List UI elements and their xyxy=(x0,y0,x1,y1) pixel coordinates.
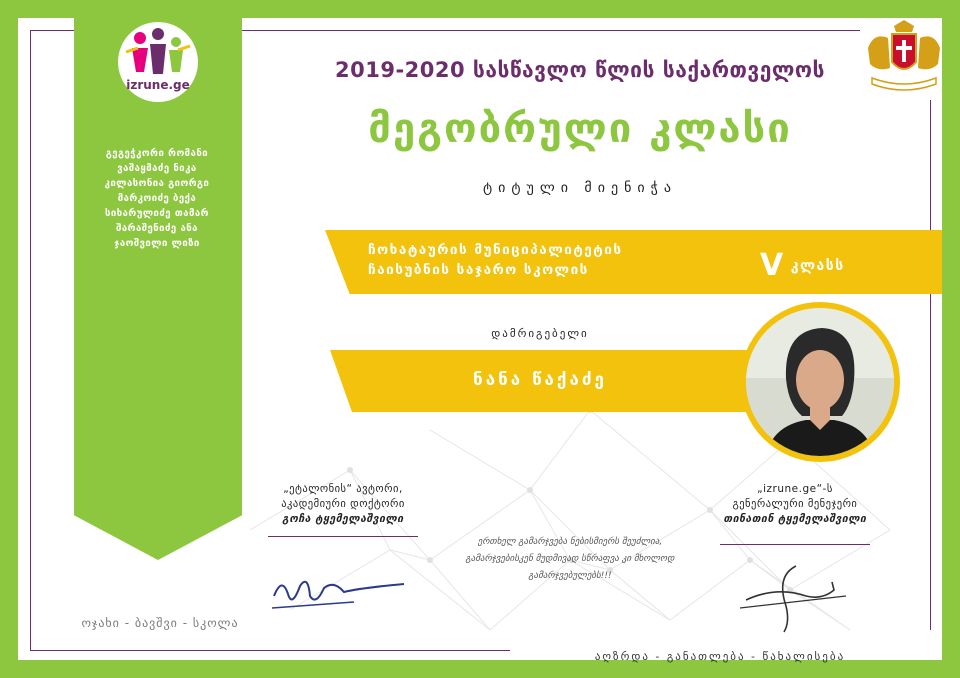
signature-left xyxy=(258,482,428,527)
border-line-top xyxy=(240,30,860,31)
school-name xyxy=(368,240,728,280)
coat-of-arms-icon xyxy=(858,18,950,98)
handwritten-signature-right xyxy=(736,556,856,636)
quote-line-2: გამარჯვებისკენ მუდმივად სწრაფვა კი მხოლოდ გამარჯვებულებს!!! xyxy=(465,554,675,581)
year-title: 2019-2020 სასწავლო წლის საქართველოს xyxy=(335,58,825,82)
border-line-top-left xyxy=(30,30,78,31)
border-line-left xyxy=(30,30,31,650)
signature-right-role-2: გენერალური მენეჯერი xyxy=(732,498,858,510)
student-name: ჯაოშვილი ლიზი xyxy=(114,238,200,249)
teacher-name: ნანა წაქაძე xyxy=(473,370,607,390)
student-name: შარაშენიძე ანა xyxy=(116,223,198,234)
student-name: მარკოიძე ბექა xyxy=(117,193,197,204)
signature-left-rule xyxy=(268,536,418,537)
quote-line-1: ერთხელ გამარჯვება ნებისმიერს შეუძლია, xyxy=(477,537,663,547)
student-name: კილასონია გიორგი xyxy=(104,178,210,189)
logo-text: izrune.ge xyxy=(126,78,190,92)
school-line-1: ჩოხატაურის მუნიციპალიტეტის xyxy=(368,242,623,258)
main-title: მეგობრული კლასი xyxy=(368,106,792,152)
student-name: სიხარულიძე თამარ xyxy=(105,208,209,219)
student-name: ვაშაყმაძე ნიკა xyxy=(117,163,197,174)
border-line-right xyxy=(930,100,931,630)
class-number: V xyxy=(760,248,785,283)
signature-right-role-1: „izrune.ge“-ს xyxy=(757,483,833,495)
class-word: კლასს xyxy=(790,257,845,274)
signature-left-name: გოჩა ტყემელაშვილი xyxy=(282,513,404,525)
signature-right xyxy=(700,482,890,527)
signature-right-name: თინათინ ტყემელაშვილი xyxy=(723,513,867,525)
handwritten-signature-left xyxy=(264,566,414,616)
school-line-2: ჩაისუბნის საჯარო სკოლის xyxy=(368,262,589,278)
person-photo-icon xyxy=(746,308,894,456)
signature-left-role-2: აკადემიური დოქტორი xyxy=(281,498,405,510)
bottom-motto: აღზრდა - განათლება - წახალისება xyxy=(594,650,846,663)
sidebar-motto: ოჯახი - ბავშვი - სკოლა xyxy=(81,616,239,630)
student-names xyxy=(82,146,232,251)
border-line-bottom xyxy=(30,650,510,651)
teacher-photo xyxy=(746,308,894,456)
class-label xyxy=(760,248,845,283)
motivational-quote xyxy=(430,534,710,585)
logo-badge xyxy=(118,22,198,102)
signature-left-role-1: „ეტალონის“ ავტორი, xyxy=(283,483,403,495)
homeroom-teacher-label: დამრიგებელი xyxy=(491,327,589,340)
signature-right-rule xyxy=(720,544,870,545)
student-name: გეგეჭკორი რომანი xyxy=(105,148,209,159)
awarded-label: ტიტული მიენიჭა xyxy=(482,180,678,196)
